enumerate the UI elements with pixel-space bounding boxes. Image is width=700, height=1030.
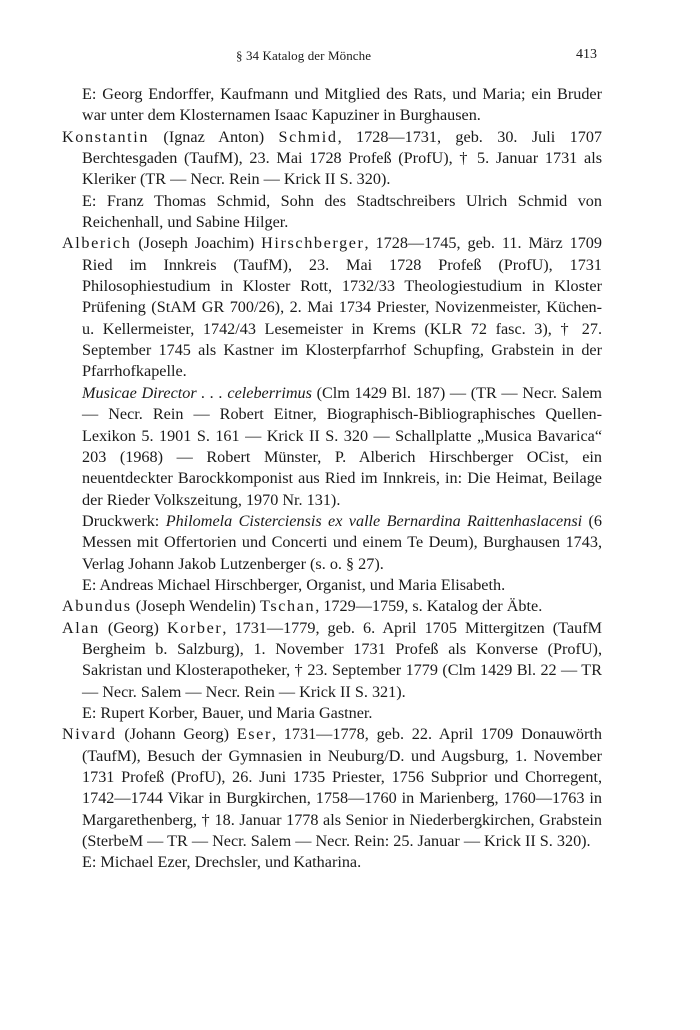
entry-parents: E: Rupert Korber, Bauer, und Maria Gastner. [82, 703, 373, 722]
monk-surname: Tschan [260, 597, 316, 616]
catalog-entry-alberich [62, 233, 602, 596]
catalog-entry-continuation [62, 84, 602, 127]
monk-surname: Schmid [278, 127, 338, 146]
monk-surname: Korber [166, 618, 223, 637]
monk-surname: Eser [236, 725, 272, 744]
catalog-entry-abundus [62, 596, 602, 617]
monk-civil-name: (Georg) [99, 618, 167, 637]
entry-text: , 1731—1779, geb. 6. April 1705 Mittergitzen (TaufM Bergheim b. Salzburg), 1. November 1731 Profeß als Konverse (ProfU), Sakristan und Klosterapotheker, † 23. September 1779 (Clm 1429 Bl. 22 — TR — Necr. Salem — Necr. Rein — Krick II S. 321). [82, 618, 603, 701]
printed-work-label: Druckwerk: [82, 511, 166, 530]
catalog-entry-konstantin [62, 127, 602, 234]
monk-religious-name: Abundus [62, 597, 132, 616]
page-number: 413 [576, 47, 597, 62]
printed-work-details: (6 Messen mit Offertorien und Concerti und einem Te Deum), Burghausen 1743, Verlag Johann Jakob Lutzenberger (s. o. § 27). [82, 511, 603, 573]
entry-parents: E: Andreas Michael Hirschberger, Organist, und Maria Elisabeth. [82, 575, 506, 594]
running-title: § 34 Katalog der Mönche [236, 48, 372, 63]
entry-paragraph: E: Georg Endorffer, Kaufmann und Mitglied des Rats, und Maria; ein Bruder war unter dem Klosternamen Isaac Kapuziner in Burghausen. [82, 85, 602, 125]
entry-text: , 1729—1759, s. Katalog der Äbte. [315, 597, 543, 616]
catalog-entry-nivard [62, 724, 602, 873]
entry-main-paragraph [62, 724, 602, 852]
monk-surname: Hirschberger [261, 234, 365, 253]
monk-religious-name: Nivard [62, 725, 117, 744]
entry-main-paragraph [62, 127, 602, 191]
entry-main-paragraph [62, 233, 602, 382]
entry-text: , 1728—1731, geb. 30. Juli 1707 Berchtesgaden (TaufM), 23. Mai 1728 Profeß (ProfU), † 5. Januar 1731 als Kleriker (TR — Necr. Rein — Krick II S. 320). [82, 127, 603, 189]
entry-parents: E: Michael Ezer, Drechsler, und Katharina. [82, 853, 362, 872]
entry-music-note [62, 383, 602, 511]
entry-main-paragraph [62, 596, 602, 617]
entry-text: , 1728—1745, geb. 11. März 1709 Ried im Innkreis (TaufM), 23. Mai 1728 Profeß (ProfU), 1731 Philosophiestudium in Kloster Rott, 1732/33 Theologiestudium in Kloster Prüfening (StAM GR 700/26), 2. Mai 1734 Priester, Novizenmeister, Küchen- u. Kellermeister, 1742/43 Lesemeister in Krems (KLR 72 fasc. 3), † 27. September 1745 als Kastner im Klosterpfarrhof Schupfing, Grabstein in der Pfarrhofkapelle. [82, 234, 602, 381]
monk-civil-name: (Joseph Wendelin) [131, 597, 260, 616]
entry-printed-work [62, 511, 602, 575]
monk-religious-name: Alan [62, 618, 100, 637]
catalog-body [62, 84, 602, 874]
catalog-entry-alan [62, 618, 602, 725]
entry-parents: E: Franz Thomas Schmid, Sohn des Stadtschreibers Ulrich Schmid von Reichenhall, und Sabine Hilger. [82, 191, 602, 232]
monk-civil-name: (Joseph Joachim) [131, 234, 262, 253]
monk-religious-name: Konstantin [62, 127, 150, 146]
music-sources: (Clm 1429 Bl. 187) — (TR — Necr. Salem — Necr. Rein — Robert Eitner, Biographisch-Bibliographisches Quellen-Lexikon 5. 1901 S. 161 — Krick II S. 320 — Schallplatte „Musica Bavarica“ 203 (1968) — Robert Münster, P. Alberich Hirschberger OCist, ein neuentdeckter Barockkomponist aus Ried im Innkreis, in: Die Heimat, Beilage der Rieder Volkszeitung, 1970 Nr. 131). [82, 383, 602, 509]
monk-religious-name: Alberich [62, 234, 132, 253]
monk-civil-name: (Ignaz Anton) [149, 127, 279, 146]
music-director-title: Musicae Director . . . celeberrimus [82, 383, 312, 402]
printed-work-title: Philomela Cisterciensis ex valle Bernardina Raittenhaslacensi [165, 511, 583, 530]
entry-main-paragraph [62, 618, 602, 703]
monk-civil-name: (Johann Georg) [116, 725, 237, 744]
entry-text: , 1731—1778, geb. 22. April 1709 Donauwörth (TaufM), Besuch der Gymnasien in Neuburg/D. und Augsburg, 1. November 1731 Profeß (ProfU), 26. Juni 1735 Priester, 1756 Subprior und Chorregent, 1742—1744 Vikar in Burgkirchen, 1758—1760 in Marienberg, 1760—1763 in Margarethenberg, † 18. Januar 1778 als Senior in Niederbergkirchen, Grabstein (SterbeM — TR — Necr. Salem — Necr. Rein: 25. Januar — Krick II S. 320). [82, 725, 602, 851]
